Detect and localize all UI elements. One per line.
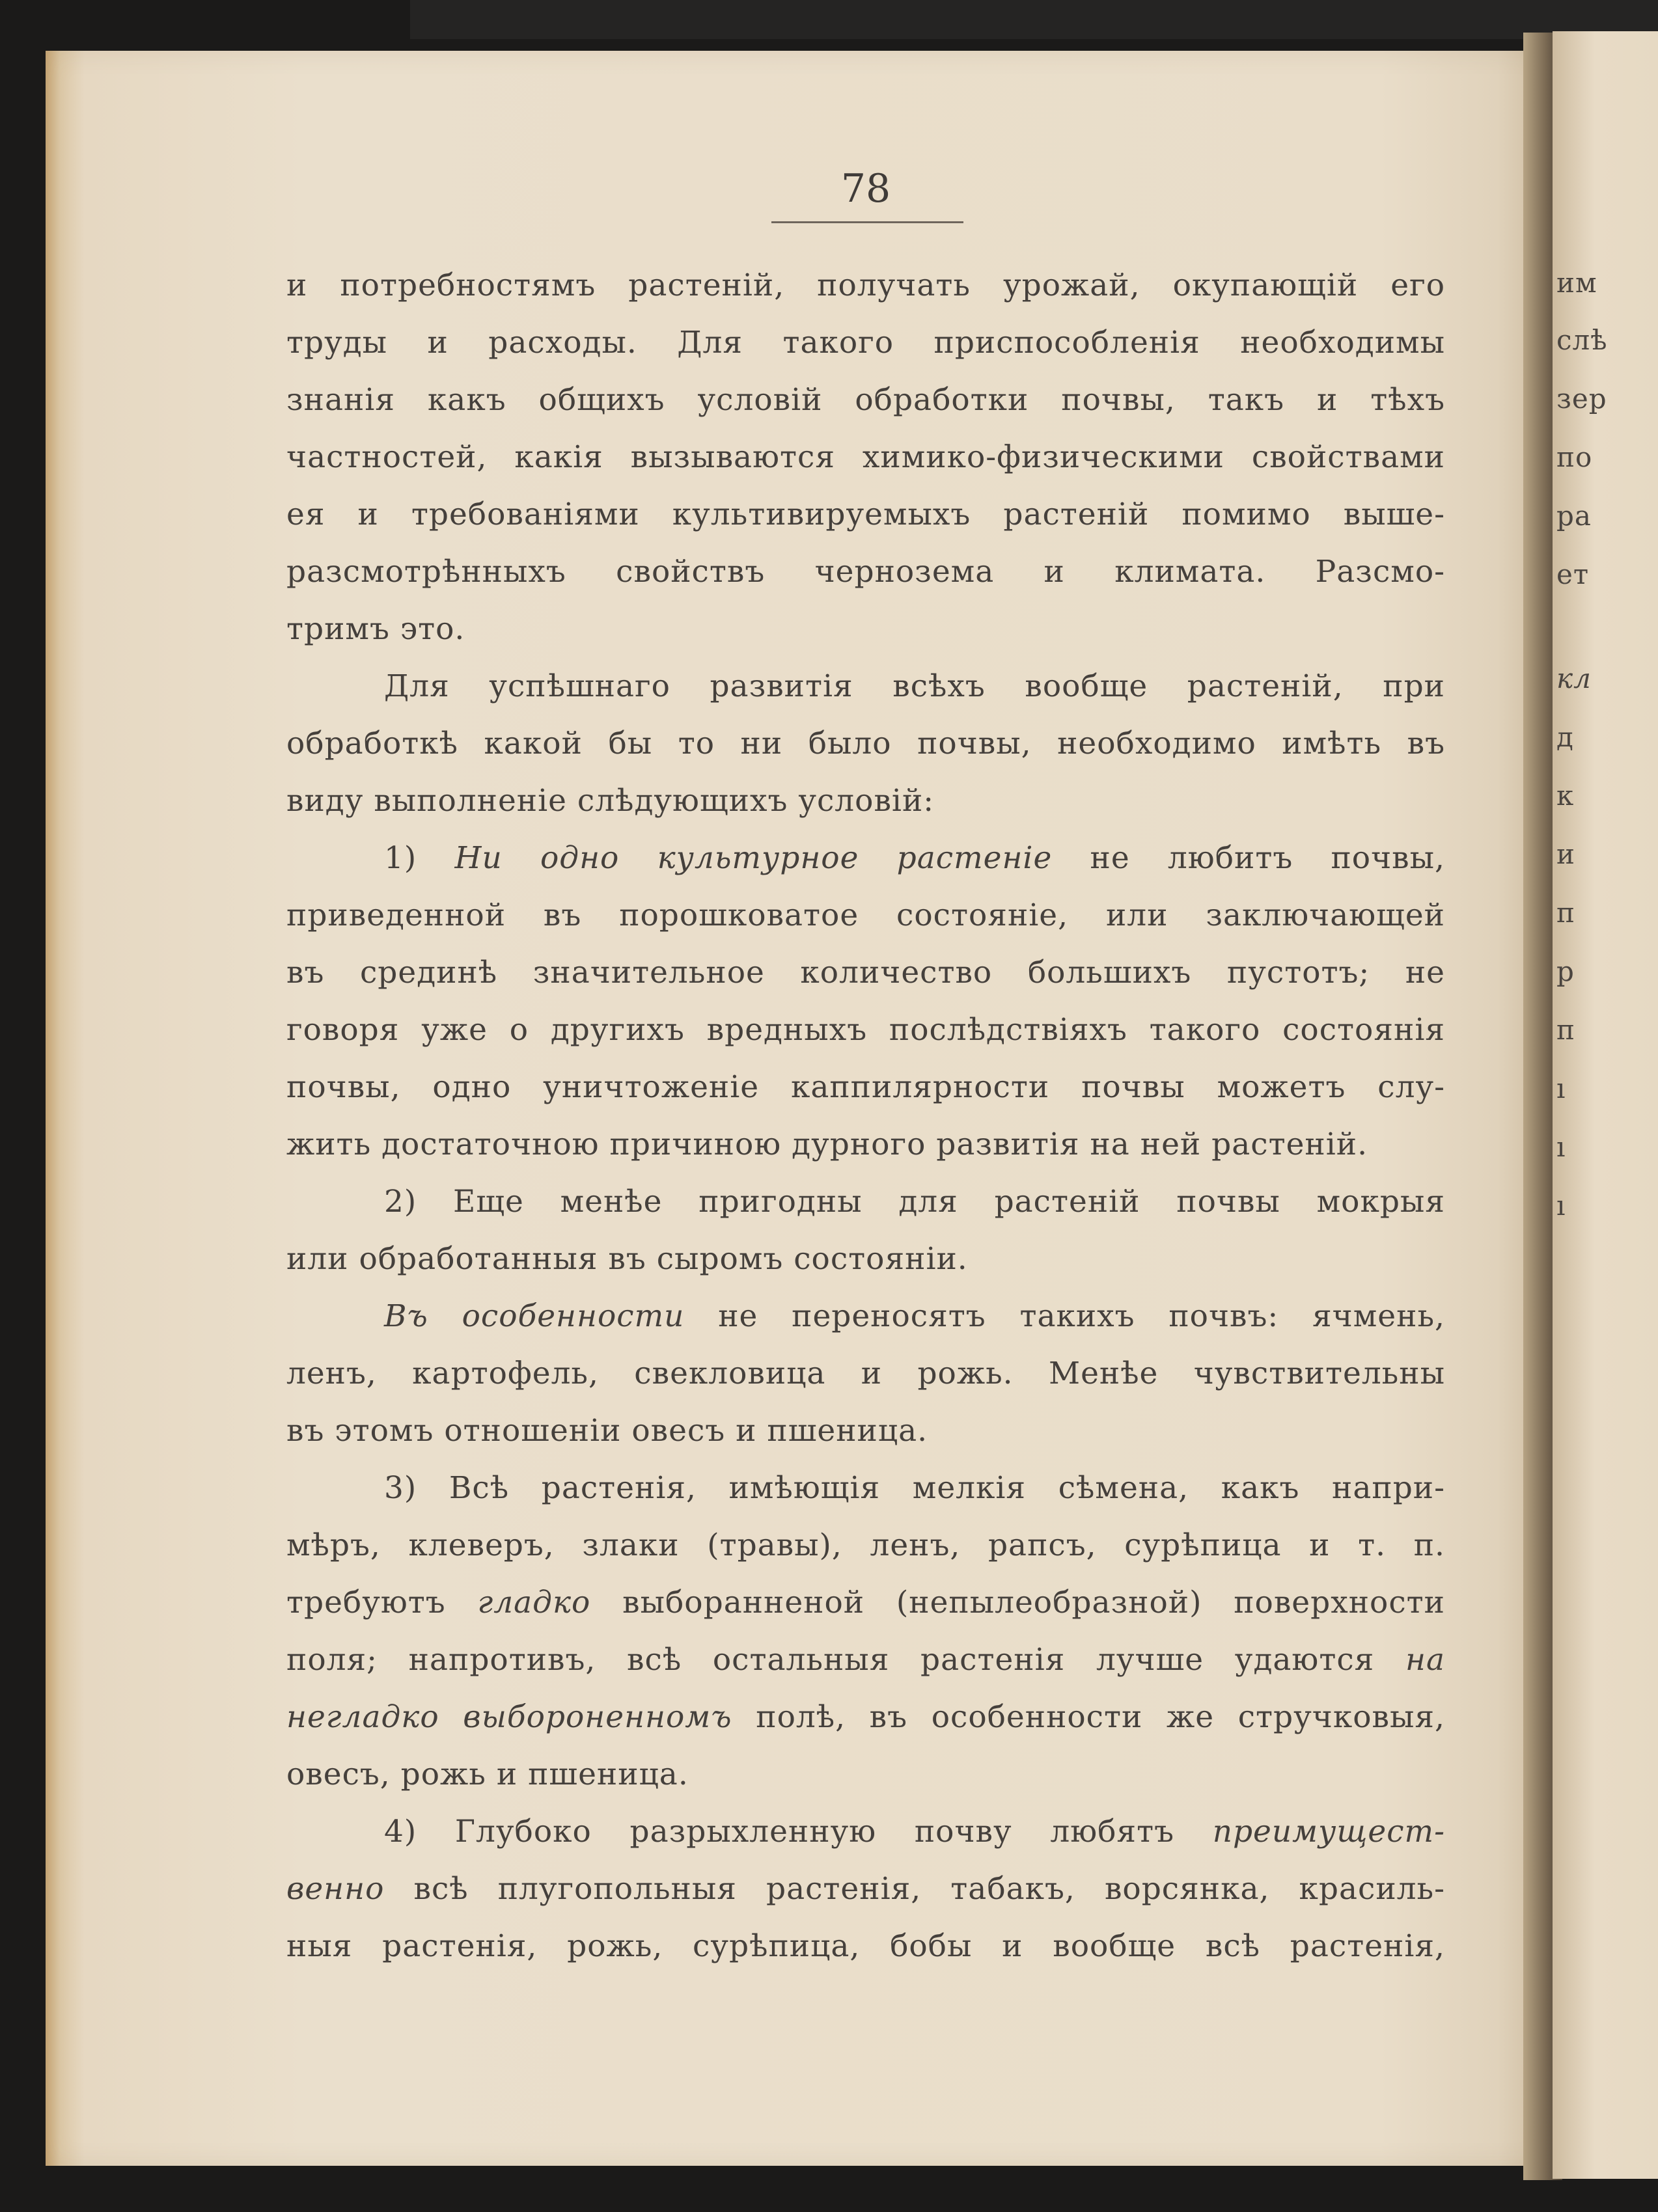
- text-line: поля; напротивъ, всѣ остальныя растенія лучше удаются на: [286, 1642, 1445, 1678]
- right-page-fragment: к: [1556, 780, 1575, 812]
- text-line: овесъ, рожь и пшеница.: [286, 1756, 689, 1792]
- right-page-fragment: р: [1556, 955, 1575, 987]
- text-line: знанія какъ общихъ условій обработки почвы, такъ и тѣхъ: [286, 382, 1445, 418]
- right-page-fragment: д: [1556, 721, 1574, 753]
- italic-emphasis: Въ особенности: [384, 1298, 685, 1334]
- italic-emphasis: гладко: [477, 1585, 591, 1620]
- text-line: обработкѣ какой бы то ни было почвы, необходимо имѣть въ: [286, 726, 1445, 761]
- page-body-text: [286, 257, 1445, 1975]
- text-line: Для успѣшнаго развитія всѣхъ вообще растеній, при: [384, 668, 1445, 704]
- item-4-first-line: 4) Глубоко разрыхленную почву любятъ преимущест-: [384, 1814, 1445, 1850]
- right-page-fragment: п: [1556, 897, 1575, 929]
- text-line: ныя растенія, рожь, сурѣпица, бобы и вообще всѣ растенія,: [286, 1928, 1445, 1964]
- item-3-first-line: 3) Всѣ растенія, имѣющія мелкія сѣмена, какъ напри-: [384, 1470, 1445, 1506]
- item-2-first-line: 2) Еще менѣе пригодны для растеній почвы мокрыя: [384, 1184, 1445, 1220]
- text-line: труды и расходы. Для такого приспособленія необходимы: [286, 325, 1445, 361]
- text-line: тримъ это.: [286, 611, 465, 647]
- text-line: требуютъ гладко выборанненой (непылеобразной) поверхности: [286, 1585, 1445, 1620]
- italic-emphasis: преимущест-: [1212, 1814, 1445, 1850]
- right-page-fragment: п: [1556, 1014, 1575, 1046]
- right-page-fragment: ı: [1556, 1072, 1566, 1104]
- right-page-fragment: зер: [1556, 383, 1607, 415]
- italic-emphasis: на: [1405, 1642, 1445, 1678]
- right-page-fragment: кл: [1556, 662, 1592, 694]
- right-page-fragment: и: [1556, 838, 1575, 870]
- item-2-emphasis-line: Въ особенности не переносятъ такихъ почвъ: ячмень,: [384, 1298, 1445, 1334]
- text-line: и потребностямъ растеній, получать урожай, окупающій его: [286, 267, 1445, 303]
- text-line: ленъ, картофель, свекловица и рожь. Менѣе чувствительны: [286, 1356, 1445, 1391]
- text-line: въ этомъ отношеніи овесъ и пшеница.: [286, 1413, 928, 1449]
- text-line: въ срединѣ значительное количество большихъ пустотъ; не: [286, 955, 1445, 990]
- text-line: говоря уже о другихъ вредныхъ послѣдствіяхъ такого состоянія: [286, 1012, 1445, 1048]
- italic-emphasis: негладко выбороненномъ: [286, 1699, 732, 1735]
- right-page-fragment: ı: [1556, 1190, 1566, 1222]
- right-page-fragment: ра: [1556, 500, 1592, 532]
- page-number: 78: [840, 166, 891, 212]
- right-page-fragment: ı: [1556, 1131, 1566, 1163]
- text-line: негладко выбороненномъ полѣ, въ особенности же стручковыя,: [286, 1699, 1445, 1735]
- text-line: приведенной въ порошковатое состояніе, или заключающей: [286, 897, 1445, 933]
- text-line: частностей, какія вызываются химико-физическими свойствами: [286, 439, 1445, 475]
- right-page-fragment: ет: [1556, 558, 1590, 590]
- book-page-right: [1553, 31, 1658, 2179]
- text-line: почвы, одно уничтоженіе каппилярности почвы можетъ слу-: [286, 1069, 1445, 1105]
- right-page-fragment: слѣ: [1556, 324, 1608, 356]
- text-line: венно всѣ плугопольныя растенія, табакъ, ворсянка, красиль-: [286, 1871, 1445, 1907]
- right-page-fragment: им: [1556, 267, 1597, 299]
- text-line: виду выполненіе слѣдующихъ условій:: [286, 783, 935, 819]
- text-line: разсмотрѣнныхъ свойствъ чернозема и климата. Разсмо-: [286, 554, 1445, 590]
- page-number-rule: [771, 221, 963, 223]
- italic-emphasis: венно: [286, 1871, 385, 1907]
- text-line: или обработанныя въ сыромъ состояніи.: [286, 1241, 968, 1277]
- text-line: ея и требованіями культивируемыхъ растеній помимо выше-: [286, 497, 1445, 532]
- scan-background: [410, 0, 1658, 39]
- right-page-fragment: по: [1556, 441, 1593, 473]
- italic-emphasis: Ни одно культурное растеніе: [454, 840, 1053, 876]
- item-1-first-line: 1) Ни одно культурное растеніе не любитъ почвы,: [384, 840, 1445, 876]
- text-line: жить достаточною причиною дурного развитія на ней растеній.: [286, 1126, 1368, 1162]
- text-line: мѣръ, клеверъ, злаки (травы), ленъ, рапсъ, сурѣпица и т. п.: [286, 1527, 1445, 1563]
